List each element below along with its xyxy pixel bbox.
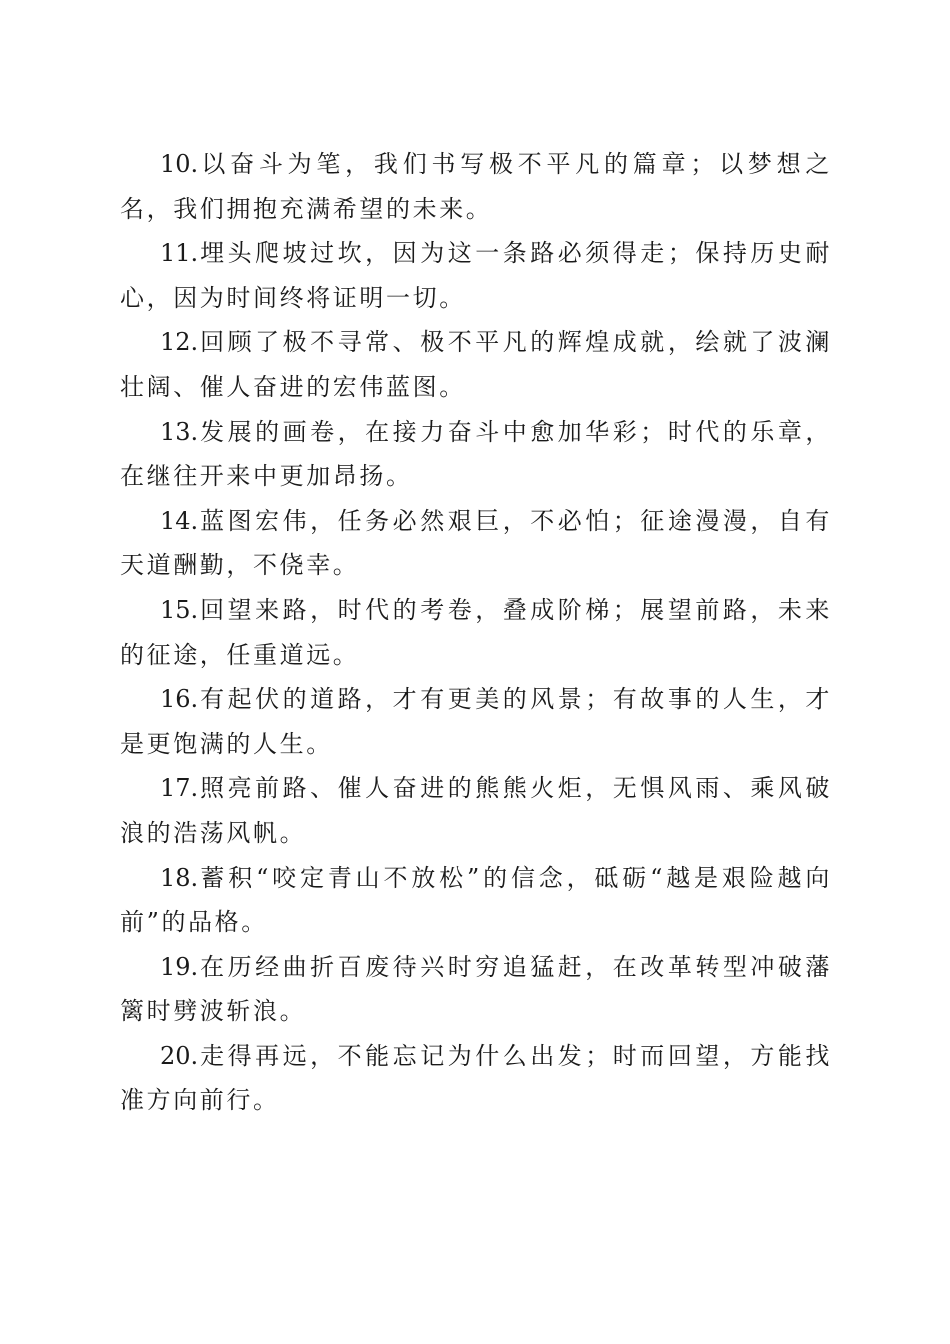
paragraph-text: 蓝图宏伟，任务必然艰巨，不必怕；征途漫漫，自有天道酬勤，不侥幸。 <box>120 506 832 580</box>
paragraph-number: 10. <box>160 150 199 178</box>
paragraph-10 <box>120 142 832 231</box>
paragraph-number: 14. <box>160 506 199 535</box>
paragraph-text: 回顾了极不寻常、极不平凡的辉煌成就，绘就了波澜壮阔、催人奋进的宏伟蓝图。 <box>120 328 832 401</box>
paragraph-number: 20. <box>160 1041 199 1070</box>
paragraph-17 <box>120 766 832 855</box>
paragraph-text: 蓄积“咬定青山不放松”的信念，砥砺“越是艰险越向前”的品格。 <box>120 863 832 937</box>
paragraph-text: 埋头爬坡过坎，因为这一条路必须得走；保持历史耐心，因为时间终将证明一切。 <box>120 239 832 312</box>
paragraph-number: 18. <box>160 863 199 892</box>
paragraph-15 <box>120 588 832 677</box>
paragraph-13 <box>120 410 832 499</box>
paragraph-number: 11. <box>160 239 199 268</box>
paragraph-text: 发展的画卷，在接力奋斗中愈加华彩；时代的乐章，在继往开来中更加昂扬。 <box>120 417 832 491</box>
paragraph-text: 有起伏的道路，才有更美的风景；有故事的人生，才是更饱满的人生。 <box>120 685 832 758</box>
paragraph-number: 17. <box>160 774 199 803</box>
paragraph-20 <box>120 1034 832 1123</box>
paragraph-text: 照亮前路、催人奋进的熊熊火炬，无惧风雨、乘风破浪的浩荡风帆。 <box>120 774 832 847</box>
paragraph-11 <box>120 231 832 320</box>
paragraph-19 <box>120 945 832 1034</box>
paragraph-14 <box>120 499 832 588</box>
paragraph-18 <box>120 856 832 945</box>
paragraph-number: 16. <box>160 685 199 714</box>
paragraph-12 <box>120 320 832 409</box>
paragraph-number: 13. <box>160 417 199 446</box>
paragraph-number: 19. <box>160 952 199 981</box>
paragraph-text: 以奋斗为笔，我们书写极不平凡的篇章；以梦想之名，我们拥抱充满希望的未来。 <box>120 150 832 223</box>
paragraph-text: 回望来路，时代的考卷，叠成阶梯；展望前路，未来的征途，任重道远。 <box>120 595 832 669</box>
document-body <box>120 142 832 1123</box>
paragraph-number: 12. <box>160 328 199 357</box>
paragraph-text: 走得再远，不能忘记为什么出发；时而回望，方能找准方向前行。 <box>120 1041 832 1115</box>
paragraph-16 <box>120 677 832 766</box>
paragraph-text: 在历经曲折百废待兴时穷追猛赶，在改革转型冲破藩篱时劈波斩浪。 <box>120 952 832 1026</box>
paragraph-number: 15. <box>160 595 199 624</box>
